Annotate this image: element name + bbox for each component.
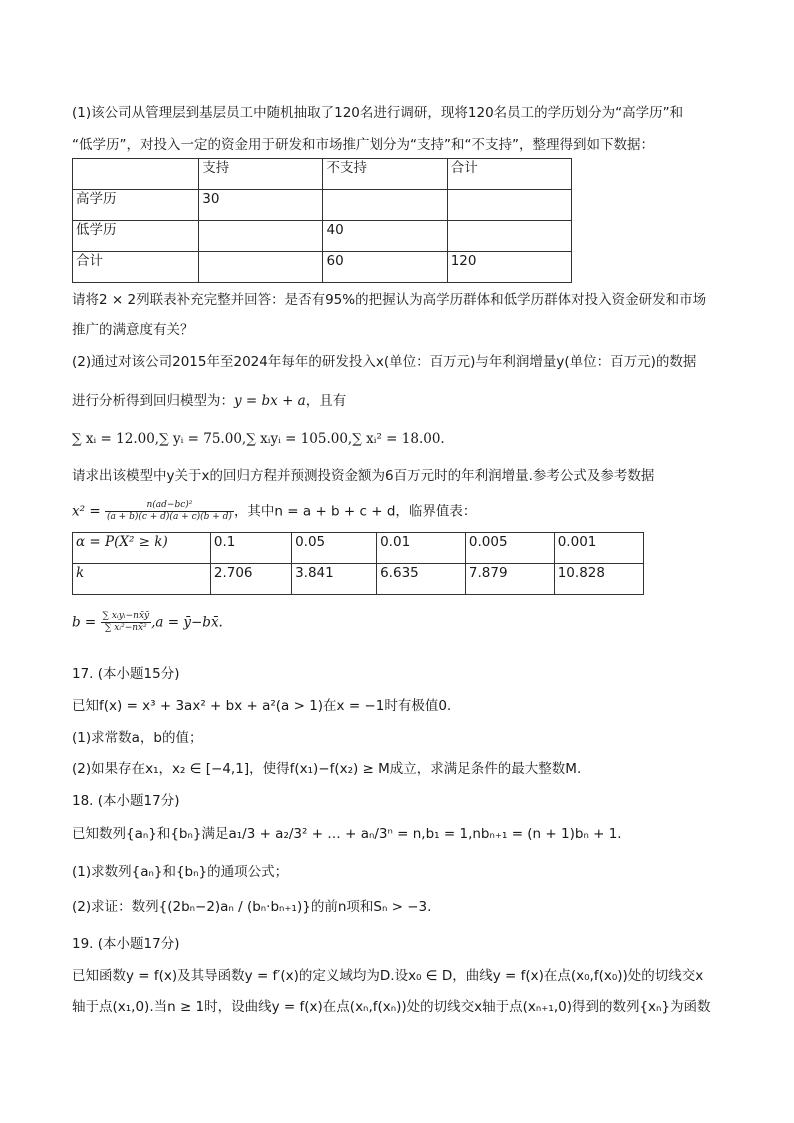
a-formula: ,a = ȳ−bx̄. [151, 614, 223, 631]
table-cell: 3.841 [292, 564, 377, 595]
chi-square-formula [72, 500, 476, 523]
table-cell [447, 221, 571, 252]
chi-fraction [105, 500, 234, 523]
q18-part2: (2)求证：数列{(2bₙ−2)aₙ / (bₙ·bₙ₊₁)}的前n项和Sₙ > −3. [72, 899, 432, 915]
critical-value-table [72, 532, 644, 595]
text: ，且有 [305, 393, 347, 409]
b-lhs: b = [72, 614, 97, 631]
table-cell: 40 [323, 221, 447, 252]
b-fraction [101, 611, 152, 634]
table-cell: 0.01 [377, 533, 466, 564]
table-cell: 30 [199, 190, 323, 221]
slope-formula [72, 611, 223, 634]
table-cell: 10.828 [554, 564, 643, 595]
table-cell: 2.706 [210, 564, 291, 595]
table-row [73, 564, 644, 595]
question-line-2: 推广的满意度有关？ [72, 322, 194, 338]
table-cell: 120 [447, 252, 571, 283]
table-row [73, 190, 572, 221]
question-line-1: 请将2 × 2列联表补充完整并回答：是否有95%的把握认为高学历群体和低学历群体对投入资金研发和市场 [72, 292, 707, 308]
table-row [73, 533, 644, 564]
sums-line: ∑ xᵢ = 12.00,∑ yᵢ = 75.00,∑ xᵢyᵢ = 105.00,∑ xᵢ² = 18.00. [72, 431, 445, 447]
table-cell: 0.1 [210, 533, 291, 564]
q18-title: 18. (本小题17分) [72, 793, 180, 809]
table-cell: 60 [323, 252, 447, 283]
q19-title: 19. (本小题17分) [72, 936, 180, 952]
b-numerator: ∑ xᵢyᵢ−nx̄ȳ [102, 611, 150, 621]
table-cell: 0.005 [465, 533, 554, 564]
chi-denominator: (a + b)(c + d)(a + c)(b + d) [106, 512, 232, 522]
table-row [73, 221, 572, 252]
part2-line-1: (2)通过对该公司2015年至2024年每年的研发投入x(单位：百万元)与年利润增量y(单位：百万元)的数据 [72, 354, 697, 370]
q17-title: 17. (本小题15分) [72, 666, 180, 682]
table-row [73, 252, 572, 283]
chi-numerator: n(ad−bc)² [105, 500, 234, 512]
q18-statement: 已知数列{aₙ}和{bₙ}满足a₁/3 + a₂/3² + … + aₙ/3ⁿ = n,b₁ = 1,nbₙ₊₁ = (n + 1)bₙ + 1. [72, 826, 622, 842]
intro-line-2: “低学历”，对投入一定的资金用于研发和市场推广划分为“支持”和“不支持”，整理得到如下数据： [72, 137, 654, 153]
table-cell [447, 190, 571, 221]
q17-part2: (2)如果存在x₁，x₂ ∈ [−4,1]，使得f(x₁)−f(x₂) ≥ M成立，求满足条件的最大整数M. [72, 761, 582, 777]
table-cell: 0.05 [292, 533, 377, 564]
part2-line-4: 请求出该模型中y关于x的回归方程并预测投资金额为6百万元时的年利润增量.参考公式及参考数据 [72, 468, 655, 484]
table-cell [323, 190, 447, 221]
contingency-table [72, 158, 572, 283]
table-cell: 0.001 [554, 533, 643, 564]
q17-part1: (1)求常数a，b的值； [72, 730, 203, 746]
text: 进行分析得到回归模型为： [72, 393, 234, 409]
chi-lhs: x² = [72, 503, 101, 520]
q18-part1: (1)求数列{aₙ}和{bₙ}的通项公式； [72, 864, 289, 880]
table-cell: 合计 [447, 159, 571, 190]
table-cell: α = P(X² ≥ k) [73, 533, 211, 564]
intro-line-1: (1)该公司从管理层到基层员工中随机抽取了120名进行调研，现将120名员工的学历划分为“高学历”和 [72, 105, 684, 121]
table-cell: 低学历 [73, 221, 199, 252]
b-denominator: ∑ xᵢ²−nx̄² [104, 623, 147, 633]
table-cell: 6.635 [377, 564, 466, 595]
table-cell [73, 159, 199, 190]
table-cell: 不支持 [323, 159, 447, 190]
table-cell [199, 221, 323, 252]
q19-line-2: 轴于点(x₁,0).当n ≥ 1时，设曲线y = f(x)在点(xₙ,f(xₙ))处的切线交x轴于点(xₙ₊₁,0)得到的数列{xₙ}为函数 [72, 999, 711, 1015]
q19-line-1: 已知函数y = f(x)及其导函数y = f′(x)的定义域均为D.设x₀ ∈ D，曲线y = f(x)在点(x₀,f(x₀))处的切线交x [72, 968, 704, 984]
table-cell: 7.879 [465, 564, 554, 595]
table-cell: 高学历 [73, 190, 199, 221]
table-cell: 支持 [199, 159, 323, 190]
part2-line-2 [72, 392, 346, 410]
q17-statement: 已知f(x) = x³ + 3ax² + bx + a²(a > 1)在x = −1时有极值0. [72, 698, 452, 714]
text: ，其中n = a + b + c + d，临界值表： [233, 503, 477, 520]
table-row [73, 159, 572, 190]
table-cell: k [73, 564, 211, 595]
regression-model: y = bx + a [234, 393, 306, 409]
table-cell: 合计 [73, 252, 199, 283]
table-cell [199, 252, 323, 283]
